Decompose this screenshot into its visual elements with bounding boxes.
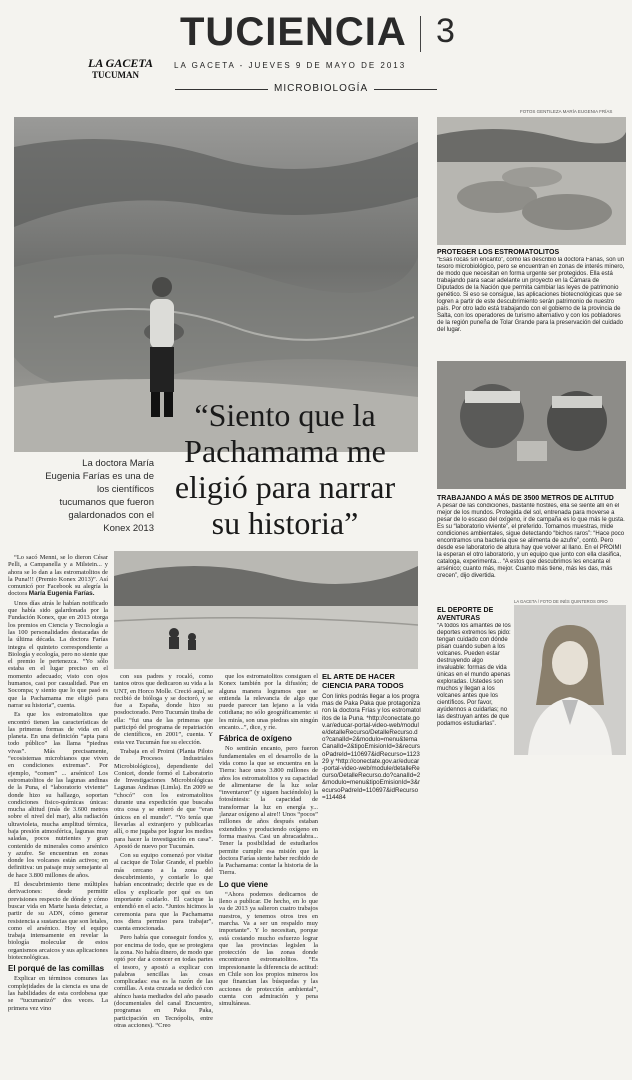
subhead: El porqué de las comillas bbox=[8, 964, 105, 974]
article-paragraph: Trabaja en el Proimi (Planta Piloto de Procesos Industriales Microbiológicos), dependiente del Conicet, donde formó el Laboratorio de Investigaciones Microbiológicas Lagunas Andinas (Limla). En 2009 se “chocó” con los estromatolitos durante una expedición que buscaba otra cosa y se enteró de que “eran únicos en el mundo”. “Yo tenía que llevarlas al extranjero y publicarlas allí, o me jugaba por lograr los medios para hacer la investigación en casa”. Apostó de nuevo por Tucumán. bbox=[114, 747, 213, 850]
article-paragraph: Pero había que conseguir fondos y, por encima de todo, que se protegiera la zona. No había dinero, de modo que optó por dar a conocer en todas partes el tesoro, y apostó a explicar con palabras sencillas las cosas complicadas: esa es la razón de las comillas. A esta cruzada se dedicó con ahínco hasta mediados del año pasado (documentales del canal Encuentro, programas en Paka Paka, participación en Tecnópolis, entre otras acciones). “Creo bbox=[114, 934, 213, 1029]
headline-line-2: Pachamama me bbox=[184, 433, 386, 469]
sidebar-box-adventure bbox=[437, 607, 512, 777]
section-title: TUCIENCIA bbox=[180, 10, 407, 54]
links-box-text: Con links podrás llegar a los programas de Paka Paka que protagonizaron la doctora Frías y los estromatolitos de la Puna. *http://conectate.gov.ar/educar-portal-video-web/module/detalleRecurso/DetalleRecurso.do?canalId=2&modulo=menu&temaCanalId=2&tipoEmisionId=3&recursoPadreId=110697&idRecurso=112329 y *http://conectate.gov.ar/educar-portal-video-web/module/detalleRecurso/DetalleRecurso.do?canalId=2&modulo=menu&tipoEmisionId=3&recursoPadreId=110697&idRecurso=114484 bbox=[322, 693, 421, 801]
caption-line: La doctora María bbox=[82, 458, 154, 469]
article-text: “Lo sacó Menni, se lo dieron César Pelli, a Campanella y a Milstein... y ahora se lo dan a las estromatolitos de la Puna!!! (Premio Konex 2013)”. Así comunicó por Facebook su alegría la doctora bbox=[8, 554, 108, 598]
section-label: MICROBIOLOGÍA bbox=[268, 83, 374, 94]
caption-line: tucumanos que fueron bbox=[59, 497, 154, 508]
headline bbox=[160, 397, 410, 541]
researchers-image bbox=[437, 361, 626, 489]
caption-line: Eugenia Farías es una de bbox=[45, 471, 154, 482]
photo-credit-top: FOTOS GENTILEZA MARÍA EUGENIA FRÍAS bbox=[520, 109, 613, 114]
article-paragraph: Unos días atrás le habían notificado que había sido galardonada por la Fundación Konex, que en 2013 otorga los premios en Ciencia y Tecnología a las 100 personalidades destacadas de la última década. La doctora Farías integra el quinteto correspondiente a Biología y ecología, pero no siente que el premio le pertenezca. “Yo sólo estaba en el lugar preciso en el momento adecuado; visto con ojos humanos, casi por casualidad. Pue en Socompa; y siento que lo que pasó es que la Pachamama me eligió para narrar su historia”, cuenta. bbox=[8, 599, 108, 709]
sidebar-box-protect bbox=[437, 249, 626, 339]
date-line: LA GACETA - JUEVES 9 DE MAYO DE 2013 bbox=[174, 61, 407, 70]
article-column-2 bbox=[114, 673, 213, 1079]
article-paragraph bbox=[8, 554, 108, 598]
subhead: Fábrica de oxígeno bbox=[219, 734, 292, 744]
article-column-3 bbox=[219, 673, 318, 1079]
caption-line: los científicos bbox=[96, 484, 154, 495]
sidebar-photo-2 bbox=[437, 361, 626, 489]
newspaper-logo: LA GACETA bbox=[88, 56, 154, 70]
title-divider bbox=[420, 16, 421, 52]
scientist-name: María Eugenia Farías. bbox=[28, 590, 95, 598]
sidebar-box-text: “Esas rocas sin encanto”, como las describió la doctora Farías, son un tesoro microbiológico, pero se encuentran en zonas de interés minero, de modo que necesitan en forma urgente ser protegidos. Ella está trabajando para sacar adelante un proyecto en la Cámara de Diputados de la Nación que permita cambiar las leyes de patrimonio genético. Si eso se consigue, las aplicaciones biotecnológicas que se logren a partir de este descubrimiento serán patrimonio de nuestro país. Por otro lado está trabajando con el gobierno de la provincia de Salta, con los operadores de turismo alternativo y con los pobladores de la región puneña de Tolar Grande para la preservación del cuidado del lugar. bbox=[437, 257, 625, 333]
second-photo bbox=[114, 551, 418, 669]
article-column-1 bbox=[8, 554, 108, 1079]
sidebar-box-text: A pesar de las condiciones, bastante hostiles, ella se siente allí en el mejor de los mundos. Protegida del sol, entrenada para moverse a pesar de lo escaso del oxígeno, ir de campaña es lo que más le gusta. Es su “laboratorio viviente”, el preferido. Tomamos muestras, mide condiciones ambientales, sigue detectando “bichos raros”: “Hace poco encontramos una bacteria que se alimenta de azufre”, contó. Pero desde ese laboratorio de altura hay que volver al llano. En el PROIMI la esperan el otro laboratorio, y un equipo que junto con ella clasifica, cataloga, experimenta... “A estos que descubrimos les encanta el arsénico; cuanto más, mejor. Cuanto más tiene, más les das, más crecen”, dijo divertida. bbox=[437, 503, 625, 579]
headline-line-1: “Siento que la bbox=[194, 397, 376, 433]
stromatolites-image bbox=[437, 117, 626, 245]
page-number: 3 bbox=[436, 12, 455, 50]
caption-line: Konex 2013 bbox=[103, 523, 154, 534]
lead-caption bbox=[14, 457, 154, 535]
caption-line: galardonados con el bbox=[68, 510, 154, 521]
links-box-title: EL ARTE DE HACER CIENCIA PARA TODOS bbox=[322, 672, 404, 690]
sidebar-box-title: EL DEPORTE DE AVENTURAS bbox=[437, 607, 494, 622]
article-paragraph: Con su equipo comenzó por visitar al cacique de Tolar Grande, el pueblo más cercano a la zona del descubrimiento, y contarle lo que habían encontrado; decirle que es de ellos y explicarle por qué es tan importante cuidarlo. El cacique la entendió en el acto. “Juntos hicimos la ceremonia para que la Pachamama nos diera permiso para trabajar”, cuenta emocionada. bbox=[114, 852, 213, 933]
sidebar-photo-1 bbox=[437, 117, 626, 245]
masthead bbox=[0, 0, 632, 100]
links-box bbox=[322, 673, 421, 893]
article-paragraph: No sentirán encanto, pero fueron fundamentales en el desarrollo de la vida como la que se encuentra en la Tierra: hace unos 3.800 millones de años los estromatolitos y su capacidad de alimentarse de la luz solar “inventaron” (y siguen haciéndolo) la fotosíntesis: la capacidad de transformar la luz en energía y... ¡lanzar oxígeno al aire!! Unos “pocos” millones de años después estaban extendidos y produciendo oxígeno en forma masiva. Casi un abracadabra... Tener la posibilidad de estudiarlos permite cumplir esa misión que la doctora Farías siente haber recibido de la Pachamama: contar la historia de la Tierra. bbox=[219, 745, 318, 877]
newspaper-logo-city: TUCUMAN bbox=[92, 70, 139, 80]
article-paragraph: Explicar en términos comunes las complejidades de la ciencia es una de las habilidades de esta cordobesa que se “tucumanizó” dos veces. La primera vez vino bbox=[8, 975, 108, 1012]
article-paragraph: Es que los estromatolitos que encontró tienen las características de las primeras formas de vida en el planeta. En una definición “apta para todo público” las llama “piedras vivas”. Más precisamente, “ecosistemas microbianos que viven en condiciones extremas”. Por ejemplo, “comen” ... arsénico! Los estromatolitos de las lagunas andinas de la Puna, el “laboratorio viviente” donde hizo su hallazgo, soportan condiciones fisico-químicas únicas: mucha altitud (más de 3.600 metros sobre el nivel del mar), alta radiación ultravioleta, mucha amplitud térmica, baja presión atmosférica, lagunas muy saladas, pocos nutrientes y gran contenido de minerales como arsénico y azufre. Se encuentran en zonas donde los volcanes están activos; en definitiva: un paisaje muy semejante al de hace 3.800 millones de años. bbox=[8, 711, 108, 879]
scientist-portrait-image bbox=[514, 605, 626, 755]
sidebar-box-title: TRABAJANDO A MÁS DE 3500 METROS DE ALTITUD bbox=[437, 495, 614, 502]
salt-flat-image bbox=[114, 551, 418, 669]
article-paragraph: con sus padres y rocaló, como tantos otros que dedicaron su vida a la UNT, en Horco Molle. Creció aquí, se recibió de bióloga y se doctoró, y se fue a España, donde hizo su posdoctorado. Pero Tucumán tiraba de ella: “fui una de las primeras que participó del programa de repatriación de científicos, en 2001”, cuenta. Y esta vez Tucumán fue su elección. bbox=[114, 673, 213, 746]
portrait-photo bbox=[514, 605, 626, 755]
article-paragraph: que los estromatolitos consiguen el Konex también por la difusión; de alguna manera logramos que se entienda la relevancia de algo que puede parecer tan lejano a la vida cotidiana; no sólo geográficamente: si les mirás, son unas piedras sin ningún encanto...”, dice, y ríe. bbox=[219, 673, 318, 732]
article-paragraph: “Ahora podemos dedicarnos de lleno a publicar. De hecho, en lo que va de 2013 ya salieron cuatro trabajos nuestros, y tenemos otros tres en marcha. Va a ser un respaldo muy importante”. Y lo necesitan, porque está costando mucho esfuerzo lograr que las provincias legislen la protección de las zonas donde encontraron estromatolitos. “Es impresionante la diferencia de actitud: en Chile son los propios mineros los que financian las búsquedas y las acciones de protección ambiental”, cuenta con admiración y pena simultáneas. bbox=[219, 890, 318, 1008]
sidebar-box-altitude bbox=[437, 495, 626, 595]
subhead: Lo que viene bbox=[219, 879, 268, 889]
headline-line-4: su historia” bbox=[211, 505, 359, 541]
photo-credit-portrait: LA GACETA / FOTO DE INÉS QUINTEROS ORIO bbox=[514, 599, 608, 604]
article-paragraph: El descubrimiento tiene múltiples derivaciones: desde permitir previsiones respecto de dónde y cómo buscar vida en Marte hasta detectar, a partir de su ADN, cómo generar resistencia a sustancias que son letales, como el arsénico. Hoy el equipo trabaja intensamente en revelar la biología molecular de estos organismos arcaicos y sus aplicaciones biotecnológicas. bbox=[8, 881, 108, 962]
headline-line-3: eligió para narrar bbox=[174, 469, 396, 505]
sidebar-box-text: “A todos los amantes de los deportes extremos les pido: tengan cuidado con dónde pisan cuando suben a los volcanes. Pueden estar destruyendo algo invaluable: formas de vida únicas en el mundo apenas exploradas. Ustedes son muchos y llegan a los volcanes antes que los científicos. Por favor, ayúdennos a cuidarlas; no las destruyan antes de que podamos estudiarlas”. bbox=[437, 623, 511, 727]
sidebar-box-title: PROTEGER LOS ESTROMATOLITOS bbox=[437, 249, 560, 256]
